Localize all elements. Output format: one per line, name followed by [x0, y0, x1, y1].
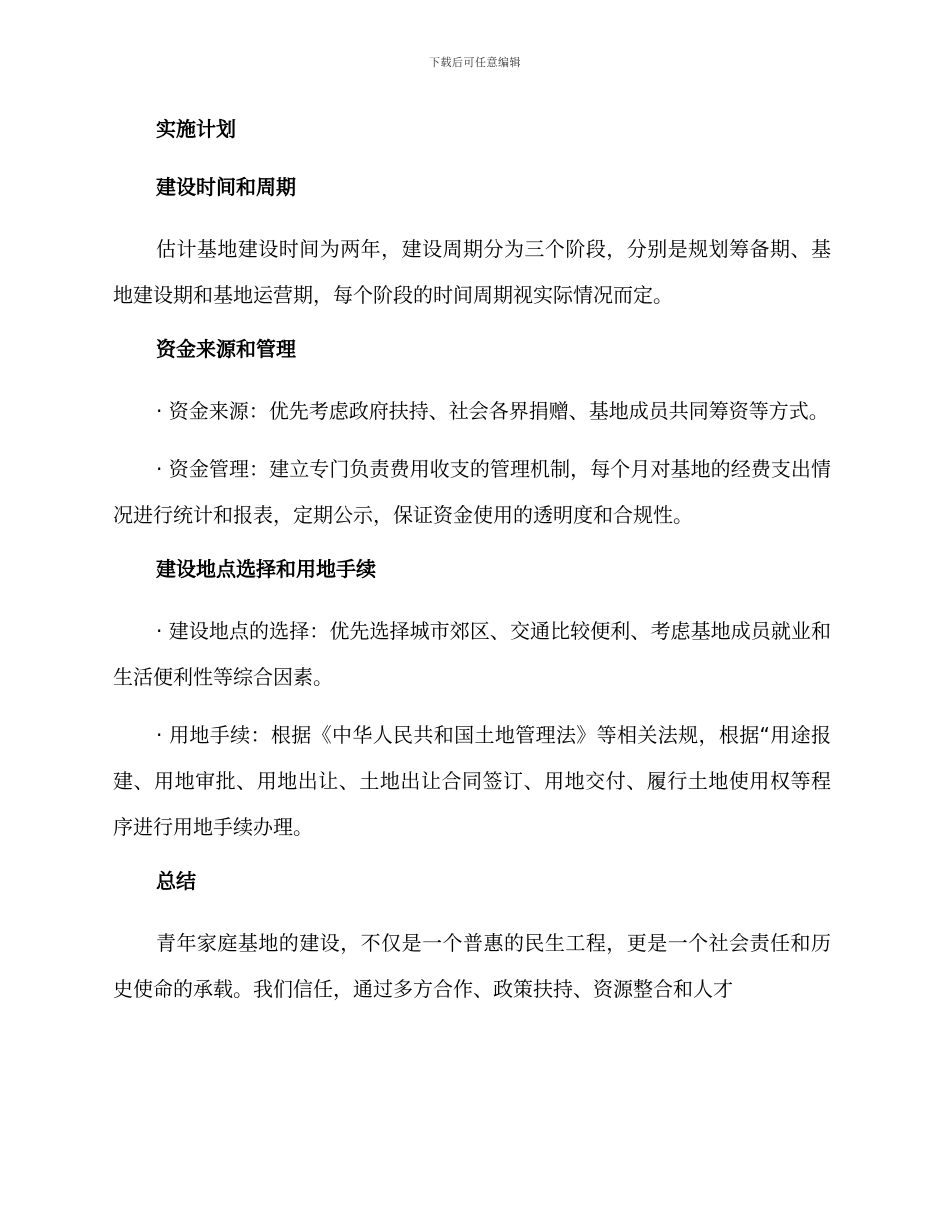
paragraph-site-selection: · 建设地点的选择：优先选择城市郊区、交通比较便利、考虑基地成员就业和生活便利性等综合因素。: [113, 619, 831, 689]
paragraph-funding-source: · 资金来源：优先考虑政府扶持、社会各界捐赠、基地成员共同筹资等方式。: [156, 399, 829, 423]
section-title-implementation-plan: 实施计划: [156, 117, 236, 141]
paragraph-summary: 青年家庭基地的建设，不仅是一个普惠的民生工程，更是一个社会责任和历史使命的承载。我们信任，通过多方合作、政策扶持、资源整合和人才: [113, 931, 831, 1001]
page-header-note: 下载后可任意编辑: [429, 56, 521, 69]
section-heading-site-selection: 建设地点选择和用地手续: [156, 557, 376, 581]
document-body: [113, 110, 831, 1024]
section-heading-summary: 总结: [156, 869, 196, 893]
section-heading-funding: 资金来源和管理: [156, 337, 296, 361]
section-heading-schedule: 建设时间和周期: [156, 175, 296, 199]
paragraph-funding-management: · 资金管理：建立专门负责费用收支的管理机制，每个月对基地的经费支出情况进行统计和报表，定期公示，保证资金使用的透明度和合规性。: [113, 457, 831, 527]
paragraph-land-procedures: · 用地手续：根据《中华人民共和国土地管理法》等相关法规，根据“用途报建、用地审批、用地出让、土地出让合同签订、用地交付、履行土地使用权等程序进行用地手续办理。: [113, 723, 831, 839]
paragraph-schedule: 估计基地建设时间为两年，建设周期分为三个阶段，分别是规划筹备期、基地建设期和基地运营期，每个阶段的时间周期视实际情况而定。: [113, 237, 831, 307]
